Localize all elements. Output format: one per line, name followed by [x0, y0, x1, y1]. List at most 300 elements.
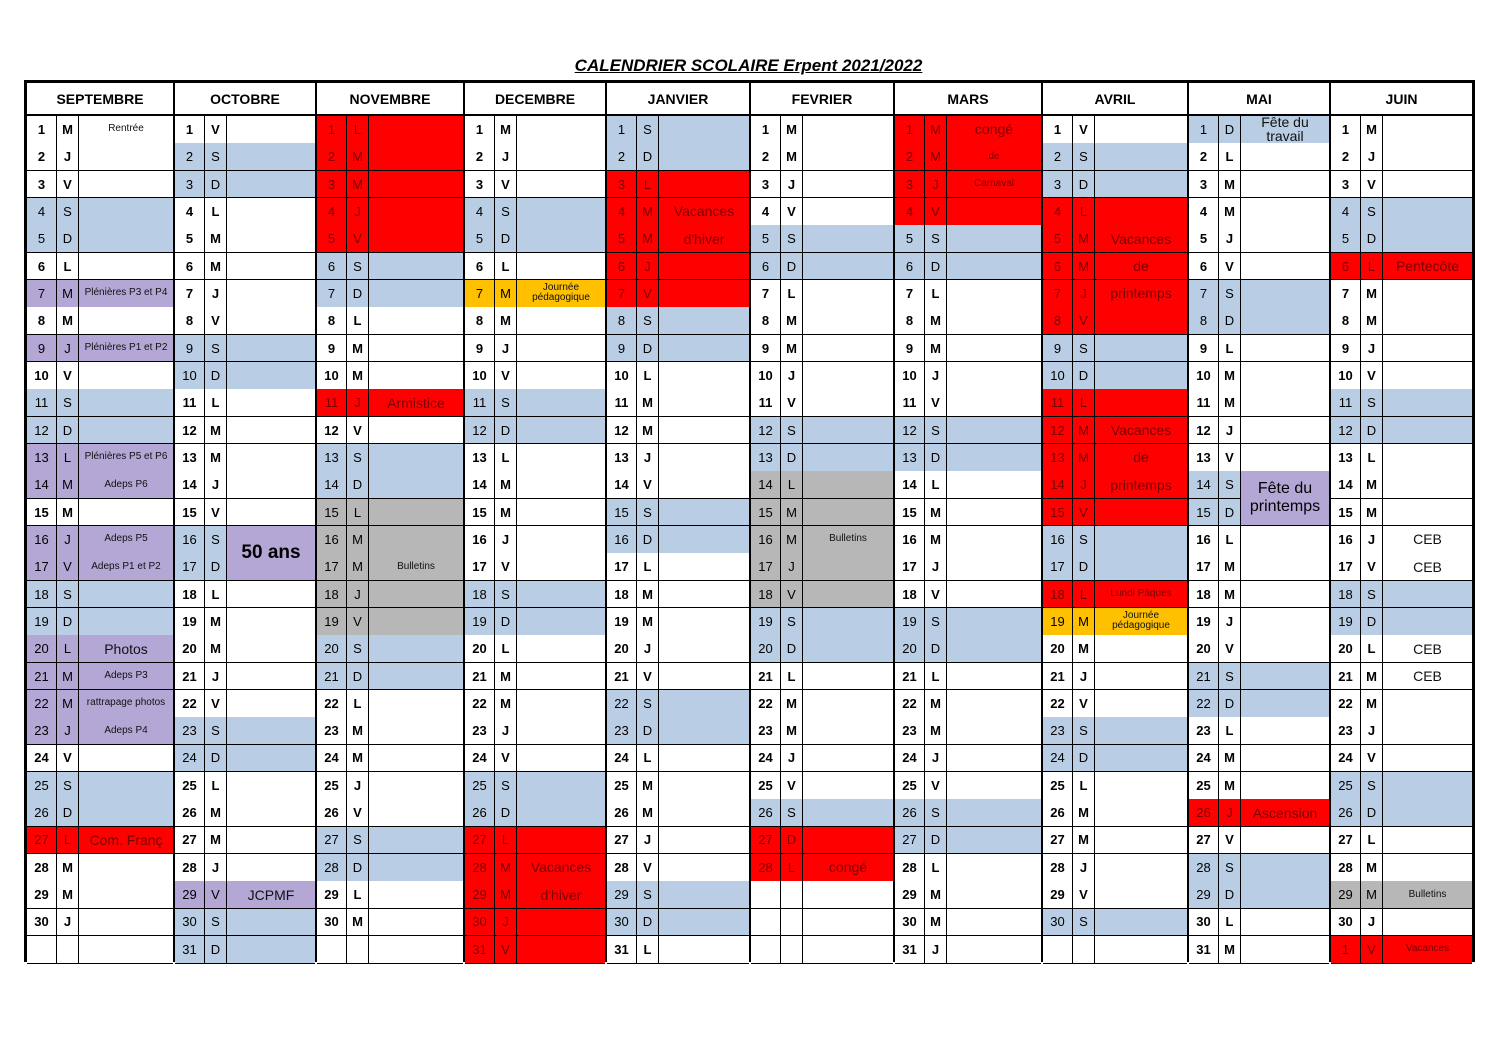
day-number: 9 [1043, 335, 1073, 363]
day-number: 19 [27, 608, 57, 636]
day-note [1383, 225, 1472, 253]
weekday-letter: S [1073, 143, 1095, 171]
day-note [517, 225, 605, 253]
day-note [227, 280, 315, 308]
weekday-letter: L [1073, 198, 1095, 226]
weekday-letter: D [57, 417, 79, 445]
weekday-letter: M [495, 471, 517, 499]
weekday-letter: S [925, 225, 947, 253]
weekday-letter: D [1219, 690, 1241, 718]
merged-note: Fête du printemps [1241, 471, 1329, 526]
day-note [1095, 936, 1187, 964]
weekday-letter: D [781, 253, 803, 281]
day-number: 28 [317, 854, 347, 882]
day-note [517, 663, 605, 691]
weekday-letter: L [1361, 827, 1383, 855]
weekday-letter: J [205, 280, 227, 308]
day-number: 27 [1189, 827, 1219, 855]
weekday-letter: D [57, 608, 79, 636]
weekday-letter: M [495, 116, 517, 144]
day-note [79, 909, 173, 937]
day-note [227, 143, 315, 171]
day-number: 13 [751, 444, 781, 472]
weekday-letter [57, 936, 79, 964]
weekday-letter: L [925, 471, 947, 499]
weekday-letter: L [347, 499, 369, 527]
day-number: 25 [895, 772, 925, 800]
weekday-letter: D [637, 717, 659, 745]
day-note: Bulletins [803, 526, 893, 554]
weekday-letter: M [57, 499, 79, 527]
day-number: 9 [1331, 335, 1361, 363]
day-number: 8 [317, 307, 347, 335]
weekday-letter: V [57, 171, 79, 199]
day-note [947, 799, 1041, 827]
day-number: 3 [607, 171, 637, 199]
weekday-letter: V [781, 389, 803, 417]
day-number: 29 [175, 881, 205, 909]
day-note [369, 253, 463, 281]
day-number: 27 [607, 827, 637, 855]
day-note: Vacances [1383, 936, 1472, 964]
day-number: 5 [27, 225, 57, 253]
weekday-letter: V [1073, 881, 1095, 909]
weekday-letter: V [57, 553, 79, 581]
day-note [659, 389, 749, 417]
day-number: 10 [1331, 362, 1361, 390]
weekday-letter: D [347, 471, 369, 499]
weekday-letter: M [347, 335, 369, 363]
day-number: 17 [1331, 553, 1361, 581]
day-number: 10 [317, 362, 347, 390]
month-header: MAI [1189, 83, 1329, 116]
weekday-letter: V [205, 881, 227, 909]
day-number: 6 [751, 253, 781, 281]
day-note [1241, 417, 1329, 445]
day-note [517, 936, 605, 964]
day-number: 2 [895, 143, 925, 171]
weekday-letter: L [205, 198, 227, 226]
day-number: 6 [895, 253, 925, 281]
day-number: 26 [895, 799, 925, 827]
day-number: 2 [27, 143, 57, 171]
day-note: Vacances [517, 854, 605, 882]
weekday-letter: L [1219, 335, 1241, 363]
weekday-letter: V [1073, 690, 1095, 718]
weekday-letter: J [781, 171, 803, 199]
day-note [227, 608, 315, 636]
weekday-letter: S [205, 526, 227, 554]
day-note [659, 581, 749, 609]
weekday-letter: M [1219, 745, 1241, 773]
day-note [1383, 307, 1472, 335]
day-note [1383, 499, 1472, 527]
day-note [517, 198, 605, 226]
day-number: 30 [1331, 909, 1361, 937]
day-number: 16 [1189, 526, 1219, 554]
weekday-letter: V [637, 280, 659, 308]
day-note [803, 881, 893, 909]
weekday-letter: M [1361, 116, 1383, 144]
day-note [1383, 198, 1472, 226]
day-note: de [1095, 253, 1187, 281]
day-note [1241, 881, 1329, 909]
day-number: 19 [751, 608, 781, 636]
day-number: 25 [465, 772, 495, 800]
day-number: 4 [1331, 198, 1361, 226]
weekday-letter: J [57, 717, 79, 745]
weekday-letter: M [925, 526, 947, 554]
day-number: 23 [751, 717, 781, 745]
day-number: 5 [465, 225, 495, 253]
day-number: 14 [27, 471, 57, 499]
day-number: 15 [607, 499, 637, 527]
day-note [803, 909, 893, 937]
day-number: 29 [607, 881, 637, 909]
day-note [1241, 143, 1329, 171]
day-note [79, 881, 173, 909]
day-note: Journée pédagogique [517, 280, 605, 308]
day-number: 14 [1331, 471, 1361, 499]
day-number: 30 [1189, 909, 1219, 937]
day-number: 13 [607, 444, 637, 472]
day-note [659, 171, 749, 199]
day-number [751, 909, 781, 937]
day-note: Photos [79, 635, 173, 663]
weekday-letter: S [925, 417, 947, 445]
day-note [369, 444, 463, 472]
day-number: 26 [1189, 799, 1219, 827]
day-note [1241, 171, 1329, 199]
day-note [227, 444, 315, 472]
day-note [1241, 745, 1329, 773]
day-number: 9 [751, 335, 781, 363]
day-number: 25 [751, 772, 781, 800]
day-number: 4 [607, 198, 637, 226]
day-number: 8 [1189, 307, 1219, 335]
day-number: 13 [1331, 444, 1361, 472]
day-note [1383, 799, 1472, 827]
day-note [803, 581, 893, 609]
weekday-letter: M [637, 198, 659, 226]
day-note [227, 116, 315, 144]
day-number: 18 [1331, 581, 1361, 609]
day-number: 23 [27, 717, 57, 745]
day-note: Lundi Pâques [1095, 581, 1187, 609]
weekday-letter: M [925, 499, 947, 527]
weekday-letter: M [347, 362, 369, 390]
day-note [369, 690, 463, 718]
day-note [1383, 143, 1472, 171]
day-number: 20 [751, 635, 781, 663]
day-number: 15 [27, 499, 57, 527]
day-number: 20 [175, 635, 205, 663]
day-number: 26 [27, 799, 57, 827]
weekday-letter: M [925, 690, 947, 718]
day-number: 17 [895, 553, 925, 581]
day-number: 26 [317, 799, 347, 827]
day-number: 21 [175, 663, 205, 691]
weekday-letter: M [781, 307, 803, 335]
day-note [659, 253, 749, 281]
weekday-letter: M [347, 717, 369, 745]
day-number: 8 [175, 307, 205, 335]
day-number: 7 [895, 280, 925, 308]
weekday-letter: S [781, 417, 803, 445]
day-number: 1 [607, 116, 637, 144]
day-number: 1 [27, 116, 57, 144]
weekday-letter: L [347, 116, 369, 144]
weekday-letter: J [495, 335, 517, 363]
day-note [1095, 772, 1187, 800]
day-number: 11 [175, 389, 205, 417]
weekday-letter: J [347, 772, 369, 800]
weekday-letter: V [205, 690, 227, 718]
weekday-letter: M [1361, 881, 1383, 909]
day-number: 6 [607, 253, 637, 281]
weekday-letter: L [347, 881, 369, 909]
day-number: 8 [27, 307, 57, 335]
day-note [227, 799, 315, 827]
weekday-letter: J [1361, 143, 1383, 171]
day-note [659, 417, 749, 445]
weekday-letter: M [1073, 225, 1095, 253]
day-number: 13 [895, 444, 925, 472]
month-header: AVRIL [1043, 83, 1187, 116]
weekday-letter: D [1073, 362, 1095, 390]
weekday-letter: D [1361, 608, 1383, 636]
day-number: 3 [895, 171, 925, 199]
day-note [227, 909, 315, 937]
day-number: 23 [1331, 717, 1361, 745]
day-note [79, 499, 173, 527]
weekday-letter: S [925, 608, 947, 636]
month-column [173, 83, 315, 959]
weekday-letter: J [781, 362, 803, 390]
weekday-letter: M [495, 307, 517, 335]
day-note [659, 881, 749, 909]
day-note [227, 690, 315, 718]
day-number: 25 [27, 772, 57, 800]
day-note [1241, 827, 1329, 855]
day-note [659, 690, 749, 718]
day-note [79, 171, 173, 199]
weekday-letter: V [925, 198, 947, 226]
day-number: 6 [1331, 253, 1361, 281]
day-note [947, 717, 1041, 745]
day-number: 21 [1043, 663, 1073, 691]
weekday-letter: D [925, 635, 947, 663]
day-note [1241, 553, 1329, 581]
day-note [369, 143, 463, 171]
weekday-letter: J [781, 553, 803, 581]
day-number: 27 [1331, 827, 1361, 855]
weekday-letter: L [637, 745, 659, 773]
day-number: 18 [1043, 581, 1073, 609]
day-number: 6 [465, 253, 495, 281]
day-note [79, 389, 173, 417]
day-note [369, 116, 463, 144]
month-header: OCTOBRE [175, 83, 315, 116]
day-note [369, 909, 463, 937]
day-note [1241, 362, 1329, 390]
weekday-letter: M [1073, 417, 1095, 445]
weekday-letter: M [1219, 389, 1241, 417]
weekday-letter: J [1361, 526, 1383, 554]
day-number: 18 [465, 581, 495, 609]
day-note [517, 581, 605, 609]
day-note [1383, 827, 1472, 855]
day-note [1383, 389, 1472, 417]
weekday-letter: S [1073, 717, 1095, 745]
day-number: 19 [895, 608, 925, 636]
day-number: 24 [27, 745, 57, 773]
day-number: 26 [751, 799, 781, 827]
day-note [1383, 171, 1472, 199]
day-number: 27 [465, 827, 495, 855]
day-note: Adeps P3 [79, 663, 173, 691]
day-number: 21 [751, 663, 781, 691]
day-number: 11 [1189, 389, 1219, 417]
weekday-letter: M [925, 335, 947, 363]
day-number: 20 [1189, 635, 1219, 663]
weekday-letter: V [347, 608, 369, 636]
weekday-letter: V [1219, 253, 1241, 281]
day-number: 5 [751, 225, 781, 253]
weekday-letter: J [347, 581, 369, 609]
weekday-letter: M [1219, 936, 1241, 964]
weekday-letter: L [495, 253, 517, 281]
day-note [947, 280, 1041, 308]
weekday-letter: M [57, 116, 79, 144]
month-column [749, 83, 893, 959]
day-note [803, 499, 893, 527]
weekday-letter: M [1361, 307, 1383, 335]
weekday-letter: S [1361, 198, 1383, 226]
weekday-letter: M [205, 225, 227, 253]
weekday-letter: J [1073, 854, 1095, 882]
weekday-letter: D [205, 553, 227, 581]
day-number: 17 [1189, 553, 1219, 581]
weekday-letter: L [781, 663, 803, 691]
day-note [1095, 717, 1187, 745]
day-note [1241, 389, 1329, 417]
day-note [803, 389, 893, 417]
weekday-letter: L [1219, 526, 1241, 554]
weekday-letter: L [495, 635, 517, 663]
day-note [227, 827, 315, 855]
weekday-letter: M [1073, 608, 1095, 636]
weekday-letter: S [57, 772, 79, 800]
weekday-letter: S [637, 307, 659, 335]
day-note [659, 471, 749, 499]
weekday-letter: V [637, 663, 659, 691]
day-number: 2 [1331, 143, 1361, 171]
day-number: 14 [317, 471, 347, 499]
weekday-letter: M [637, 772, 659, 800]
weekday-letter [347, 936, 369, 964]
day-number: 30 [317, 909, 347, 937]
weekday-letter: J [637, 827, 659, 855]
day-note [1383, 362, 1472, 390]
day-note [803, 772, 893, 800]
day-note [369, 663, 463, 691]
weekday-letter: S [57, 198, 79, 226]
day-number: 9 [27, 335, 57, 363]
day-note [1095, 307, 1187, 335]
day-number: 12 [1189, 417, 1219, 445]
day-number: 22 [607, 690, 637, 718]
weekday-letter: J [57, 335, 79, 363]
day-note [369, 745, 463, 773]
weekday-letter: J [1073, 663, 1095, 691]
day-note [1241, 307, 1329, 335]
day-number: 16 [1331, 526, 1361, 554]
weekday-letter: V [1073, 499, 1095, 527]
day-note [659, 307, 749, 335]
day-number: 12 [1043, 417, 1073, 445]
day-note: de [947, 143, 1041, 171]
day-number: 11 [27, 389, 57, 417]
day-number: 10 [465, 362, 495, 390]
weekday-letter: S [1219, 663, 1241, 691]
day-note [947, 362, 1041, 390]
day-note [659, 909, 749, 937]
day-number [317, 936, 347, 964]
day-note: Ascension [1241, 799, 1329, 827]
day-note [517, 171, 605, 199]
day-number: 19 [317, 608, 347, 636]
weekday-letter: V [495, 745, 517, 773]
weekday-letter: D [1219, 116, 1241, 144]
weekday-letter: D [1219, 881, 1241, 909]
weekday-letter: S [205, 909, 227, 937]
day-number: 8 [751, 307, 781, 335]
day-note [1383, 608, 1472, 636]
day-number: 25 [1331, 772, 1361, 800]
weekday-letter: L [925, 280, 947, 308]
day-note [1095, 690, 1187, 718]
day-note [947, 307, 1041, 335]
weekday-letter: J [205, 663, 227, 691]
day-number: 27 [27, 827, 57, 855]
day-note [1095, 362, 1187, 390]
day-note [369, 772, 463, 800]
day-note [659, 362, 749, 390]
month-header: NOVEMBRE [317, 83, 463, 116]
weekday-letter: D [925, 827, 947, 855]
day-note [659, 553, 749, 581]
weekday-letter: S [781, 799, 803, 827]
day-note [369, 635, 463, 663]
weekday-letter: S [1073, 526, 1095, 554]
day-note [1241, 581, 1329, 609]
day-number: 31 [1189, 936, 1219, 964]
weekday-letter: S [1219, 854, 1241, 882]
day-note [1241, 690, 1329, 718]
weekday-letter: M [57, 663, 79, 691]
day-number: 5 [175, 225, 205, 253]
day-note [227, 772, 315, 800]
day-number: 11 [751, 389, 781, 417]
day-note: Com. Franç [79, 827, 173, 855]
day-note [79, 253, 173, 281]
day-number: 18 [175, 581, 205, 609]
day-number: 19 [1043, 608, 1073, 636]
day-note [1095, 881, 1187, 909]
weekday-letter: S [637, 116, 659, 144]
day-number: 23 [607, 717, 637, 745]
